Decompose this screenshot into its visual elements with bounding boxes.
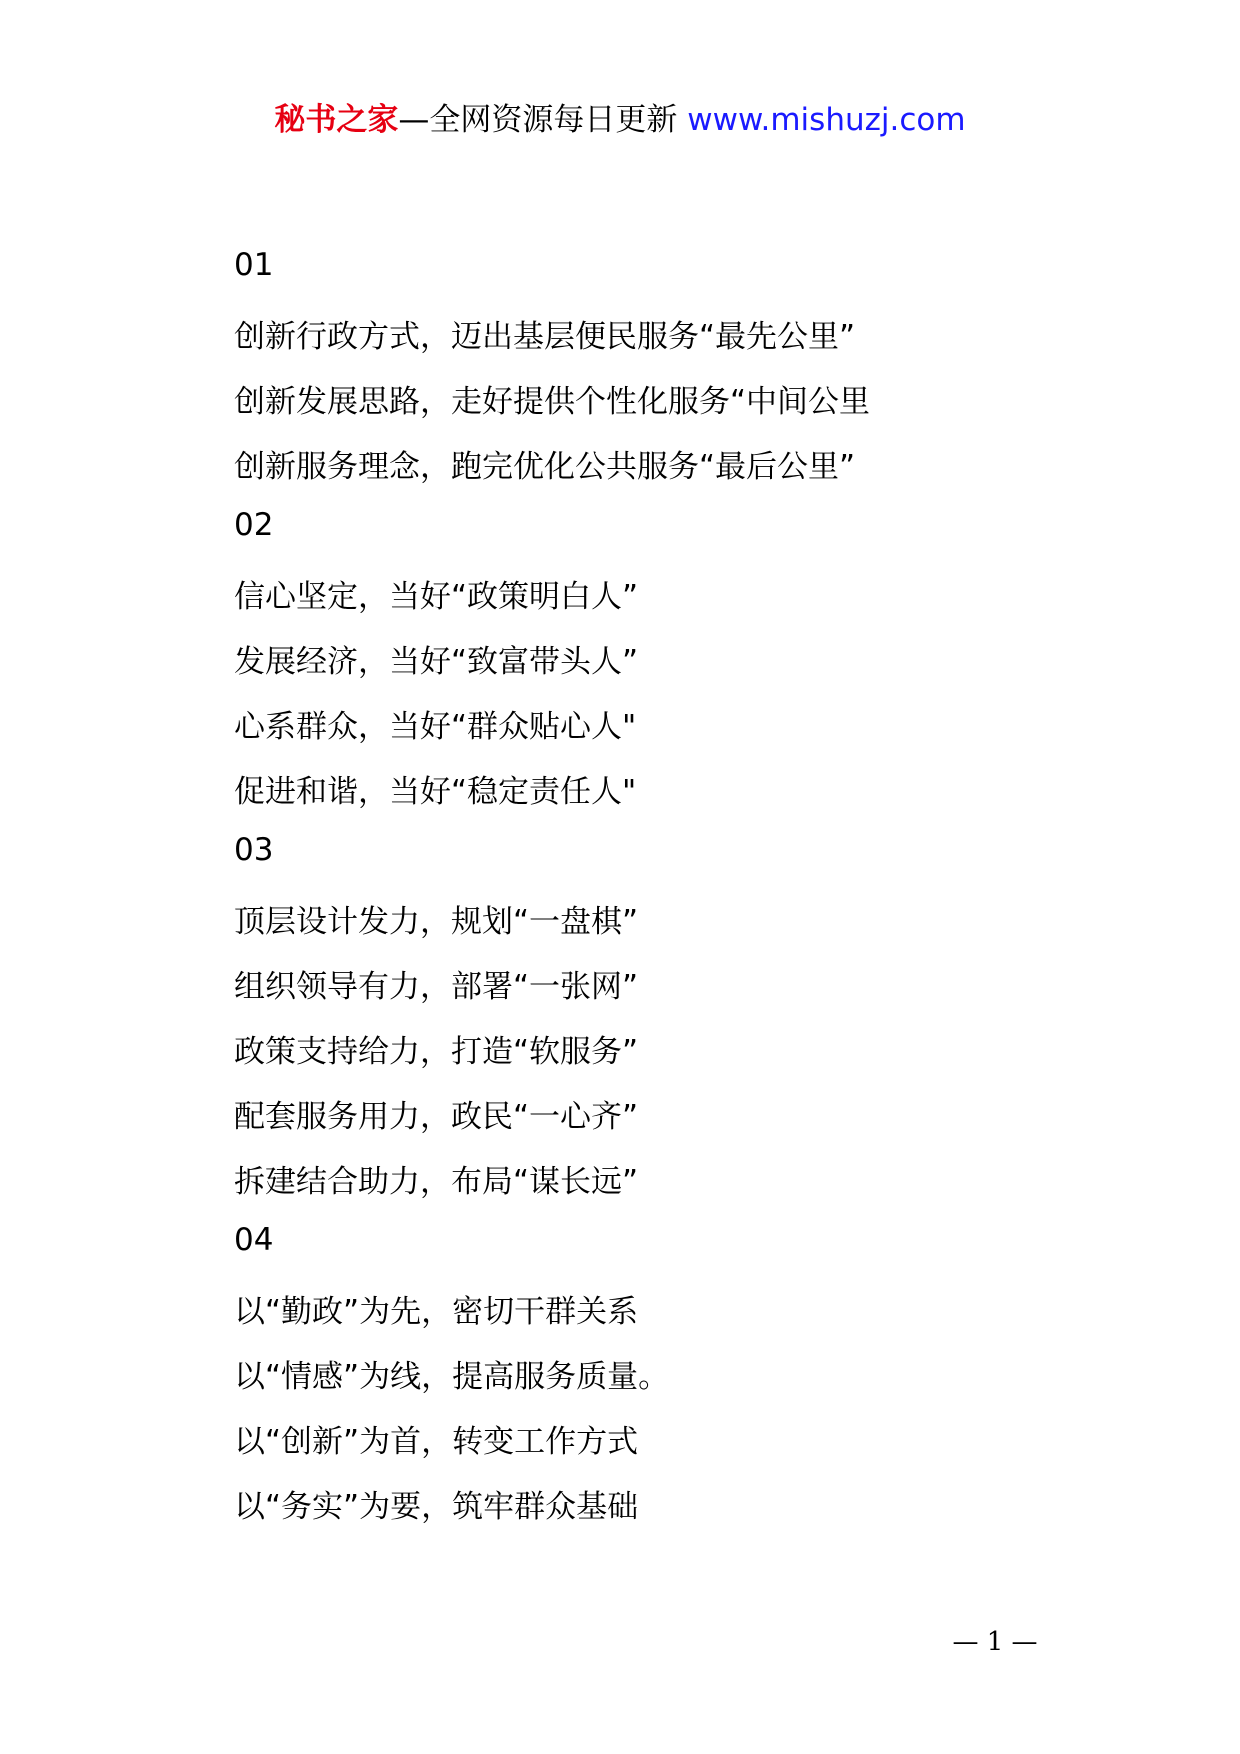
list-item: 心系群众，当好“群众贴心人" xyxy=(234,709,637,745)
section-number: 04 xyxy=(234,1222,274,1258)
list-item: 创新服务理念，跑完优化公共服务“最后公里” xyxy=(234,449,856,485)
section-04 xyxy=(234,1215,1114,1540)
list-item: 政策支持给力，打造“软服务” xyxy=(234,1034,639,1070)
header-tagline: —全网资源每日更新 xyxy=(398,102,678,138)
section-number: 01 xyxy=(234,247,274,283)
list-item: 顶层设计发力，规划“一盘棋” xyxy=(234,904,639,940)
document-header xyxy=(0,100,1240,140)
list-item: 以“务实”为要，筑牢群众基础 xyxy=(234,1489,639,1525)
list-item: 以“创新”为首，转变工作方式 xyxy=(234,1424,639,1460)
section-01 xyxy=(234,240,1114,500)
list-item: 发展经济，当好“致富带头人” xyxy=(234,644,639,680)
page-number: — 1 — xyxy=(952,1627,1038,1657)
list-item: 创新发展思路，走好提供个性化服务“中间公里 xyxy=(234,384,871,420)
list-item: 促进和谐，当好“稳定责任人" xyxy=(234,774,637,810)
list-item: 配套服务用力，政民“一心齐” xyxy=(234,1099,639,1135)
list-item: 以“勤政”为先，密切干群关系 xyxy=(234,1294,639,1330)
brand-name: 秘书之家 xyxy=(274,102,399,138)
list-item: 信心坚定，当好“政策明白人” xyxy=(234,579,639,615)
section-number: 02 xyxy=(234,507,274,543)
site-url[interactable]: www.mishuzj.com xyxy=(687,102,966,138)
list-item: 组织领导有力，部署“一张网” xyxy=(234,969,639,1005)
list-item: 创新行政方式，迈出基层便民服务“最先公里” xyxy=(234,319,856,355)
document-body xyxy=(234,240,1114,1540)
section-number: 03 xyxy=(234,832,274,868)
list-item: 以“情感”为线，提高服务质量。 xyxy=(234,1359,670,1395)
section-03 xyxy=(234,825,1114,1215)
section-02 xyxy=(234,500,1114,825)
list-item: 拆建结合助力，布局“谋长远” xyxy=(234,1164,639,1200)
